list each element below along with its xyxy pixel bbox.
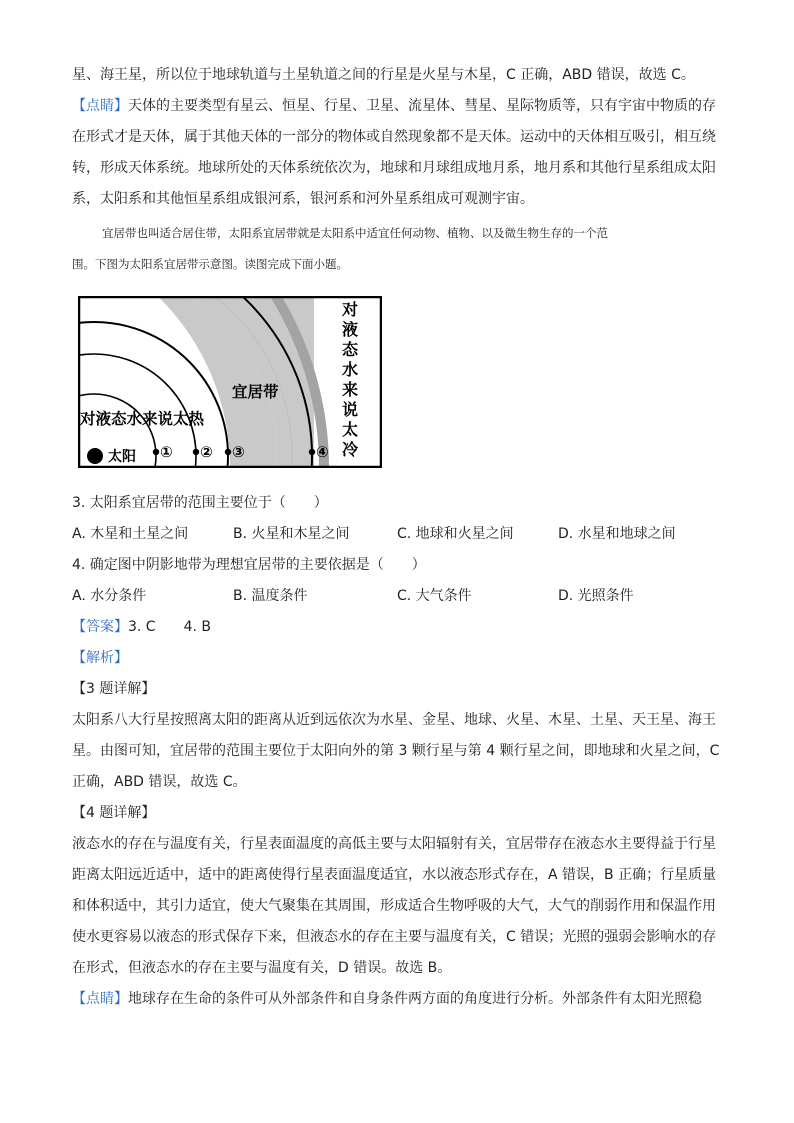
detail-3-line: 太阳系八大行星按照离太阳的距离从近到远依次为水星、金星、地球、火星、木星、土星、天王星、海王 — [72, 712, 716, 728]
detail-3-line: 星。由图可知，宜居带的范围主要位于太阳向外的第 3 颗行星与第 4 颗行星之间，即地球和火星之间，C — [72, 743, 720, 759]
closing-tag: 【点睛】 — [72, 991, 128, 1007]
answer-tag: 【答案】 — [72, 619, 128, 635]
q3-option-a[interactable]: A. 木星和土星之间 — [72, 526, 189, 542]
paragraph-line: 转，形成天体系统。地球所处的天体系统依次为，地球和月球组成地月系，地月系和其他行星系组成太阳 — [72, 160, 716, 176]
marker-2: ② — [200, 443, 213, 461]
too-hot-label: 对液态水来说太热 — [80, 410, 205, 428]
q4-option-c[interactable]: C. 大气条件 — [397, 588, 472, 604]
detail-3-line: 正确，ABD 错误，故选 C。 — [72, 774, 247, 790]
paragraph-line: 系，太阳系和其他恒星系组成银河系，银河系和河外星系组成可观测宇宙。 — [72, 191, 534, 207]
q3-option-d[interactable]: D. 水星和地球之间 — [558, 526, 676, 542]
answer-text: 3. C 4. B — [128, 619, 211, 635]
sun-dot — [87, 448, 103, 464]
detail-3-tag: 【3 题详解】 — [72, 681, 156, 697]
svg-text:对: 对 — [342, 300, 359, 319]
q3-option-c[interactable]: C. 地球和火星之间 — [397, 526, 514, 542]
intro-line: 围。下图为太阳系宜居带示意图。读图完成下面小题。 — [72, 257, 348, 271]
q4-option-d[interactable]: D. 光照条件 — [558, 588, 634, 604]
q3-option-b[interactable]: B. 火星和木星之间 — [233, 526, 350, 542]
paragraph-line — [72, 97, 716, 115]
planet-dot-1 — [153, 449, 159, 455]
marker-1: ① — [160, 443, 173, 461]
detail-4-line: 使水更容易以液态的形式保存下来，但液态水的存在主要与温度有关，C 错误；光照的强弱会影响水的存 — [72, 929, 717, 945]
svg-text:来: 来 — [342, 380, 359, 399]
detail-4-line: 和体积适中，其引力适宜，使大气聚集在其周围，形成适合生物呼吸的大气，大气的削弱作用和保温作用 — [72, 898, 716, 914]
detail-4-line: 液态水的存在与温度有关，行星表面温度的高低主要与太阳辐射有关，宜居带存在液态水主要得益于行星 — [72, 836, 716, 852]
question-3-stem: 3. 太阳系宜居带的范围主要位于（ ） — [72, 495, 328, 511]
svg-text:太: 太 — [342, 420, 359, 439]
question-4-stem: 4. 确定图中阴影地带为理想宜居带的主要依据是（ ） — [72, 557, 426, 573]
q4-option-b[interactable]: B. 温度条件 — [233, 588, 308, 604]
svg-text:冷: 冷 — [342, 440, 359, 459]
paragraph-line: 在形式才是天体，属于其他天体的一部分的物体或自然现象都不是天体。运动中的天体相互吸引，相互绕 — [72, 129, 716, 145]
svg-text:说: 说 — [342, 400, 359, 419]
q4-option-a[interactable]: A. 水分条件 — [72, 588, 147, 604]
marker-3: ③ — [232, 443, 245, 461]
svg-text:液: 液 — [342, 320, 359, 339]
detail-4-line: 在形式，但液态水的存在主要与温度有关，D 错误。故选 B。 — [72, 960, 452, 976]
habitable-zone-figure — [78, 296, 382, 468]
analysis-tag: 【解析】 — [72, 650, 128, 666]
planet-dot-2 — [193, 449, 199, 455]
marker-4: ④ — [316, 443, 329, 461]
detail-4-tag: 【4 题详解】 — [72, 805, 156, 821]
paragraph-line: 星、海王星，所以位于地球轨道与土星轨道之间的行星是火星与木星，C 正确，ABD 错误，故选 C。 — [72, 67, 695, 83]
closing-note — [72, 990, 702, 1008]
planet-dot-4 — [309, 449, 315, 455]
paragraph-text: 天体的主要类型有星云、恒星、行星、卫星、流星体、彗星、星际物质等，只有宇宙中物质的存 — [128, 98, 716, 114]
note-tag: 【点睛】 — [72, 98, 128, 114]
detail-4-line: 距离太阳远近适中，适中的距离使得行星表面温度适宜，水以液态形式存在，A 错误，B 正确；行星质量 — [72, 867, 717, 883]
svg-text:水: 水 — [342, 360, 359, 379]
habitable-zone-label: 宜居带 — [232, 383, 279, 401]
answer-line — [72, 618, 211, 636]
planet-dot-3 — [225, 449, 231, 455]
closing-text: 地球存在生命的条件可从外部条件和自身条件两方面的角度进行分析。外部条件有太阳光照稳 — [128, 991, 702, 1007]
intro-line: 宜居带也叫适合居住带，太阳系宜居带就是太阳系中适宜任何动物、植物、以及微生物生存的一个范 — [102, 226, 608, 240]
sun-label: 太阳 — [108, 449, 136, 465]
too-cold-label — [341, 300, 359, 459]
svg-text:态: 态 — [342, 340, 359, 359]
